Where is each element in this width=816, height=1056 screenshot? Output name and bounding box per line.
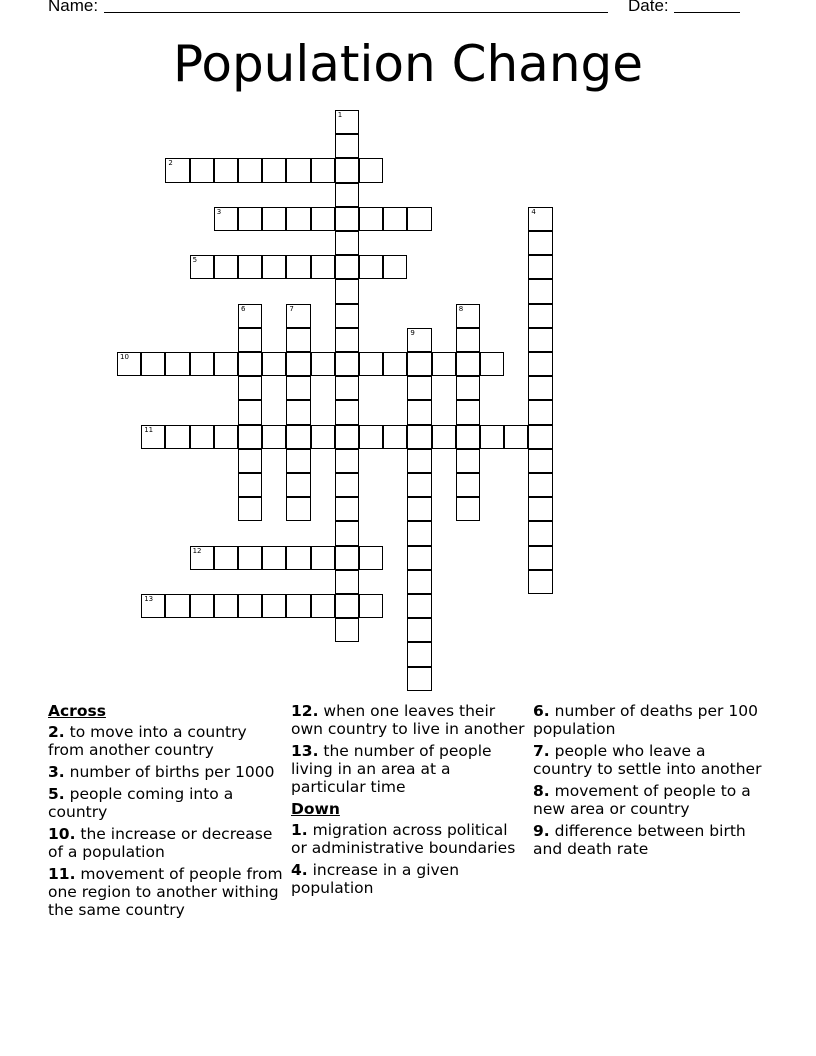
- clue-across-2: [48, 723, 283, 759]
- crossword-cell[interactable]: [141, 594, 165, 618]
- clue-down-6: [533, 702, 768, 738]
- crossword-cell[interactable]: [407, 400, 431, 424]
- crossword-cell[interactable]: [407, 497, 431, 521]
- crossword-cell[interactable]: [432, 425, 456, 449]
- clue-number: 6.: [533, 702, 550, 720]
- crossword-cell[interactable]: [432, 352, 456, 376]
- clue-across-13: [291, 742, 526, 796]
- clue-number: 7.: [533, 742, 550, 760]
- clue-number: 3.: [48, 763, 65, 781]
- crossword-cell[interactable]: [335, 255, 359, 279]
- clues-column-3: [533, 702, 768, 862]
- crossword-cell[interactable]: [286, 546, 310, 570]
- crossword-cell[interactable]: [335, 110, 359, 134]
- crossword-cell[interactable]: [335, 352, 359, 376]
- crossword-cell[interactable]: [238, 425, 262, 449]
- crossword-cell[interactable]: [528, 497, 552, 521]
- clue-across-12: [291, 702, 526, 738]
- crossword-cell[interactable]: [214, 425, 238, 449]
- crossword-cell[interactable]: [456, 304, 480, 328]
- clue-text: increase in a given population: [291, 861, 460, 897]
- crossword-cell[interactable]: [359, 546, 383, 570]
- crossword-cell[interactable]: [456, 400, 480, 424]
- crossword-cell[interactable]: [190, 546, 214, 570]
- crossword-cell[interactable]: [262, 255, 286, 279]
- clue-text: the number of people living in an area at a particular time: [291, 742, 492, 796]
- cell-number: 11: [144, 425, 154, 434]
- crossword-cell[interactable]: [407, 642, 431, 666]
- crossword-cell[interactable]: [238, 255, 262, 279]
- crossword-cell[interactable]: [165, 594, 189, 618]
- crossword-cell[interactable]: [528, 231, 552, 255]
- crossword-cell[interactable]: [528, 255, 552, 279]
- crossword-cell[interactable]: [214, 255, 238, 279]
- clue-text: the increase or decrease of a population: [48, 825, 273, 861]
- clue-text: number of births per 1000: [64, 763, 275, 781]
- clue-number: 4.: [291, 861, 308, 879]
- crossword-cell[interactable]: [528, 376, 552, 400]
- crossword-cell[interactable]: [214, 352, 238, 376]
- crossword-cell[interactable]: [407, 667, 431, 691]
- crossword-cell[interactable]: [359, 207, 383, 231]
- crossword-cell[interactable]: [528, 473, 552, 497]
- crossword-cell[interactable]: [286, 328, 310, 352]
- crossword-cell[interactable]: [165, 425, 189, 449]
- cell-number: 3: [216, 207, 222, 216]
- clue-number: 10.: [48, 825, 76, 843]
- crossword-cell[interactable]: [335, 497, 359, 521]
- clue-down-7: [533, 742, 768, 778]
- crossword-cell[interactable]: [456, 352, 480, 376]
- clue-down-1: [291, 821, 526, 857]
- crossword-cell[interactable]: [238, 376, 262, 400]
- crossword-cell[interactable]: [359, 352, 383, 376]
- crossword-cell[interactable]: [286, 352, 310, 376]
- crossword-cell[interactable]: [190, 255, 214, 279]
- crossword-cell[interactable]: [359, 425, 383, 449]
- crossword-cell[interactable]: [407, 207, 431, 231]
- crossword-cell[interactable]: [359, 158, 383, 182]
- crossword-cell[interactable]: [335, 546, 359, 570]
- clue-down-8: [533, 782, 768, 818]
- crossword-cell[interactable]: [311, 546, 335, 570]
- crossword-cell[interactable]: [117, 352, 141, 376]
- cell-number: 1: [337, 111, 343, 119]
- crossword-cell[interactable]: [311, 594, 335, 618]
- clue-down-4: [291, 861, 526, 897]
- crossword-cell[interactable]: [456, 497, 480, 521]
- clue-number: 12.: [291, 702, 319, 720]
- crossword-cell[interactable]: [335, 521, 359, 545]
- crossword-cell[interactable]: [383, 207, 407, 231]
- crossword-cell[interactable]: [286, 473, 310, 497]
- crossword-cell[interactable]: [286, 497, 310, 521]
- crossword-cell[interactable]: [456, 425, 480, 449]
- crossword-cell[interactable]: [238, 352, 262, 376]
- cell-number: 9: [410, 328, 415, 337]
- clue-number: 1.: [291, 821, 308, 839]
- date-field[interactable]: [674, 0, 740, 13]
- down-heading: Down: [291, 800, 340, 818]
- crossword-cell[interactable]: [190, 425, 214, 449]
- crossword-cell[interactable]: [286, 594, 310, 618]
- crossword-cell[interactable]: [238, 497, 262, 521]
- crossword-cell[interactable]: [214, 546, 238, 570]
- crossword-cell[interactable]: [383, 255, 407, 279]
- crossword-cell[interactable]: [238, 328, 262, 352]
- crossword-cell[interactable]: [262, 352, 286, 376]
- crossword-cell[interactable]: [286, 158, 310, 182]
- crossword-cell[interactable]: [335, 570, 359, 594]
- clue-text: number of deaths per 100 population: [533, 702, 758, 738]
- crossword-cell[interactable]: [335, 134, 359, 158]
- clue-number: 11.: [48, 865, 76, 883]
- name-label: Name:: [48, 0, 99, 15]
- clue-across-11: [48, 865, 283, 919]
- crossword-cell[interactable]: [238, 594, 262, 618]
- clue-number: 13.: [291, 742, 319, 760]
- crossword-cell[interactable]: [141, 425, 165, 449]
- cell-number: 12: [192, 546, 202, 555]
- across-heading: Across: [48, 702, 106, 720]
- crossword-cell[interactable]: [528, 570, 552, 594]
- clue-text: to move into a country from another country: [48, 723, 247, 759]
- crossword-cell[interactable]: [407, 521, 431, 545]
- header: [48, 0, 748, 18]
- clue-text: movement of people from one region to another withing the same country: [48, 865, 283, 919]
- crossword-cell[interactable]: [238, 449, 262, 473]
- clue-text: movement of people to a new area or country: [533, 782, 751, 818]
- page-title: Population Change: [172, 35, 644, 93]
- crossword-cell[interactable]: [141, 352, 165, 376]
- crossword-cell[interactable]: [335, 207, 359, 231]
- crossword-cell[interactable]: [238, 304, 262, 328]
- crossword-cell[interactable]: [407, 618, 431, 642]
- cell-number: 2: [168, 159, 173, 168]
- crossword-cell[interactable]: [407, 352, 431, 376]
- crossword-cell[interactable]: [262, 594, 286, 618]
- crossword-cell[interactable]: [335, 594, 359, 618]
- clue-text: migration across political or administrative boundaries: [291, 821, 516, 857]
- clue-text: difference between birth and death rate: [533, 822, 746, 858]
- cell-number: 13: [144, 595, 154, 603]
- crossword-cell[interactable]: [528, 521, 552, 545]
- cell-number: 6: [241, 304, 246, 313]
- crossword-cell[interactable]: [528, 352, 552, 376]
- crossword-cell[interactable]: [456, 376, 480, 400]
- clues-column-2: [291, 702, 526, 901]
- clue-text: people coming into a country: [48, 785, 234, 821]
- crossword-cell[interactable]: [262, 546, 286, 570]
- crossword-cell[interactable]: [335, 328, 359, 352]
- crossword-cell[interactable]: [238, 473, 262, 497]
- crossword-cell[interactable]: [262, 158, 286, 182]
- crossword-cell[interactable]: [165, 352, 189, 376]
- crossword-cell[interactable]: [528, 207, 552, 231]
- clue-number: 5.: [48, 785, 65, 803]
- crossword-cell[interactable]: [383, 352, 407, 376]
- crossword-cell[interactable]: [335, 425, 359, 449]
- crossword-cell[interactable]: [335, 183, 359, 207]
- crossword-cell[interactable]: [335, 158, 359, 182]
- crossword-cell[interactable]: [407, 570, 431, 594]
- cell-number: 8: [458, 304, 464, 313]
- clue-number: 2.: [48, 723, 65, 741]
- crossword-cell[interactable]: [335, 231, 359, 255]
- crossword-cell[interactable]: [528, 279, 552, 303]
- crossword-cell[interactable]: [262, 207, 286, 231]
- crossword-cell[interactable]: [528, 425, 552, 449]
- crossword-cell[interactable]: [262, 425, 286, 449]
- clue-number: 9.: [533, 822, 550, 840]
- crossword-cell[interactable]: [238, 400, 262, 424]
- crossword-cell[interactable]: [311, 425, 335, 449]
- crossword-cell[interactable]: [214, 594, 238, 618]
- crossword-cell[interactable]: [335, 400, 359, 424]
- crossword-cell[interactable]: [528, 449, 552, 473]
- clue-text: when one leaves their own country to live in another: [291, 702, 525, 738]
- crossword-cell[interactable]: [359, 255, 383, 279]
- crossword-cell[interactable]: [311, 352, 335, 376]
- cell-number: 4: [531, 207, 536, 216]
- crossword-cell[interactable]: [286, 207, 310, 231]
- crossword-cell[interactable]: [359, 594, 383, 618]
- clue-number: 8.: [533, 782, 550, 800]
- crossword-cell[interactable]: [335, 618, 359, 642]
- crossword-cell[interactable]: [286, 376, 310, 400]
- crossword-cell[interactable]: [286, 255, 310, 279]
- crossword-cell[interactable]: [407, 546, 431, 570]
- crossword-cell[interactable]: [286, 425, 310, 449]
- crossword-cell[interactable]: [504, 425, 528, 449]
- clue-across-10: [48, 825, 283, 861]
- clue-across-3: [48, 763, 283, 781]
- crossword-cell[interactable]: [383, 425, 407, 449]
- crossword-cell[interactable]: [286, 304, 310, 328]
- date-label: Date:: [628, 0, 669, 15]
- crossword-cell[interactable]: [214, 207, 238, 231]
- clue-down-9: [533, 822, 768, 858]
- crossword-cell[interactable]: [311, 255, 335, 279]
- crossword-cell[interactable]: [335, 376, 359, 400]
- crossword-cell[interactable]: [335, 304, 359, 328]
- clues-column-1: [48, 702, 283, 923]
- clue-text: people who leave a country to settle into another: [533, 742, 762, 778]
- crossword-cell[interactable]: [456, 473, 480, 497]
- crossword-cell[interactable]: [335, 449, 359, 473]
- crossword-cell[interactable]: [190, 158, 214, 182]
- crossword-cell[interactable]: [528, 304, 552, 328]
- crossword-cell[interactable]: [456, 328, 480, 352]
- crossword-cell[interactable]: [480, 352, 504, 376]
- crossword-cell[interactable]: [165, 158, 189, 182]
- crossword-cell[interactable]: [190, 594, 214, 618]
- crossword-cell[interactable]: [238, 158, 262, 182]
- crossword-cell[interactable]: [238, 207, 262, 231]
- crossword-cell[interactable]: [190, 352, 214, 376]
- crossword-cell[interactable]: [335, 279, 359, 303]
- crossword-cell[interactable]: [456, 449, 480, 473]
- crossword-cell[interactable]: [407, 473, 431, 497]
- cell-number: 7: [289, 304, 294, 313]
- crossword-cell[interactable]: [407, 425, 431, 449]
- crossword-cell[interactable]: [214, 158, 238, 182]
- crossword-cell[interactable]: [407, 328, 431, 352]
- crossword-cell[interactable]: [335, 473, 359, 497]
- crossword-cell[interactable]: [286, 400, 310, 424]
- crossword-cell[interactable]: [311, 207, 335, 231]
- crossword-cell[interactable]: [407, 594, 431, 618]
- crossword-cell[interactable]: [286, 449, 310, 473]
- crossword-cell[interactable]: [407, 449, 431, 473]
- cell-number: 10: [120, 353, 129, 361]
- cell-number: 5: [192, 256, 198, 265]
- crossword-cell[interactable]: [528, 546, 552, 570]
- name-field[interactable]: [104, 0, 608, 13]
- crossword-cell[interactable]: [238, 546, 262, 570]
- crossword-cell[interactable]: [528, 400, 552, 424]
- crossword-cell[interactable]: [407, 376, 431, 400]
- clue-across-5: [48, 785, 283, 821]
- crossword-cell[interactable]: [528, 328, 552, 352]
- crossword-cell[interactable]: [480, 425, 504, 449]
- crossword-cell[interactable]: [311, 158, 335, 182]
